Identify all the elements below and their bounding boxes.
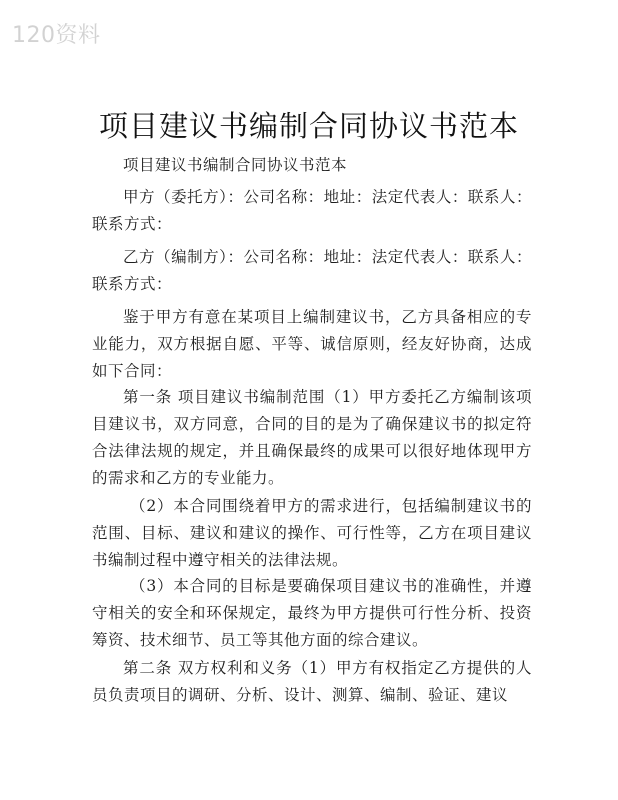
watermark-text: 120资料 — [12, 23, 101, 48]
article-2-paragraph: 第二条 双方权利和义务（1）甲方有权指定乙方提供的人员负责项目的调研、分析、设计、测算、编制、验证、建议 — [92, 659, 532, 704]
party-a-paragraph: 甲方（委托方）：公司名称：地址：法定代表人：联系人：联系方式： — [92, 188, 532, 233]
document-subtitle: 项目建议书编制合同协议书范本 — [123, 156, 348, 174]
intro-paragraph: 鉴于甲方有意在某项目上编制建议书，乙方具备相应的专业能力，双方根据自愿、平等、诚信原则，经友好协商，达成如下合同： — [92, 308, 532, 380]
article-1-item-2-paragraph: （2）本合同围绕着甲方的需求进行，包括编制建议书的范围、目标、建议和建议的操作、可行性等，乙方在项目建议书编制过程中遵守相关的法律法规。 — [92, 497, 532, 569]
article-1-item-3-paragraph: （3）本合同的目标是要确保项目建议书的准确性，并遵守相关的安全和环保规定，最终为甲方提供可行性分析、投资筹资、技术细节、员工等其他方面的综合建议。 — [92, 577, 532, 649]
document-title: 项目建议书编制合同协议书范本 — [98, 109, 519, 143]
party-b-paragraph: 乙方（编制方）：公司名称：地址：法定代表人：联系人：联系方式： — [92, 248, 532, 293]
article-1-paragraph: 第一条 项目建议书编制范围（1）甲方委托乙方编制该项目建议书，双方同意，合同的目的是为了确保建议书的拟定符合法律法规的规定，并且确保最终的成果可以很好地体现甲方的需求和乙方的专业能力。 — [92, 388, 532, 487]
